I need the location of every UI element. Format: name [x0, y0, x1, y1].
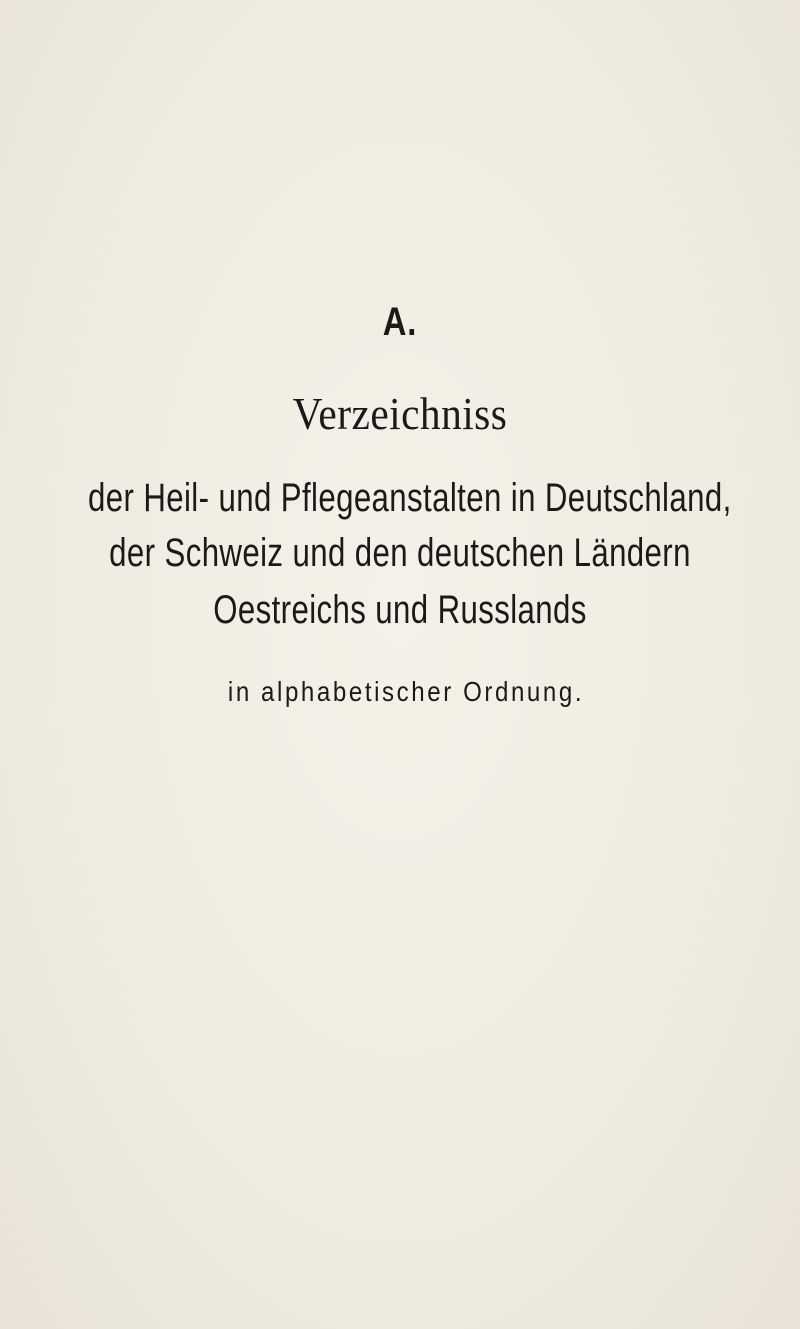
section-letter: A. [382, 300, 418, 344]
subtitle-line-3: Oestreichs und Russlands [213, 588, 587, 632]
page-title: Verzeichniss [292, 388, 508, 439]
subtitle-line-1: der Heil- und Pflegeanstalten in Deutschland, [88, 476, 732, 520]
subtitle-line-2: der Schweiz und den deutschen Ländern [109, 531, 691, 575]
ordering-note: in alphabetischer Ordnung. [227, 676, 585, 707]
